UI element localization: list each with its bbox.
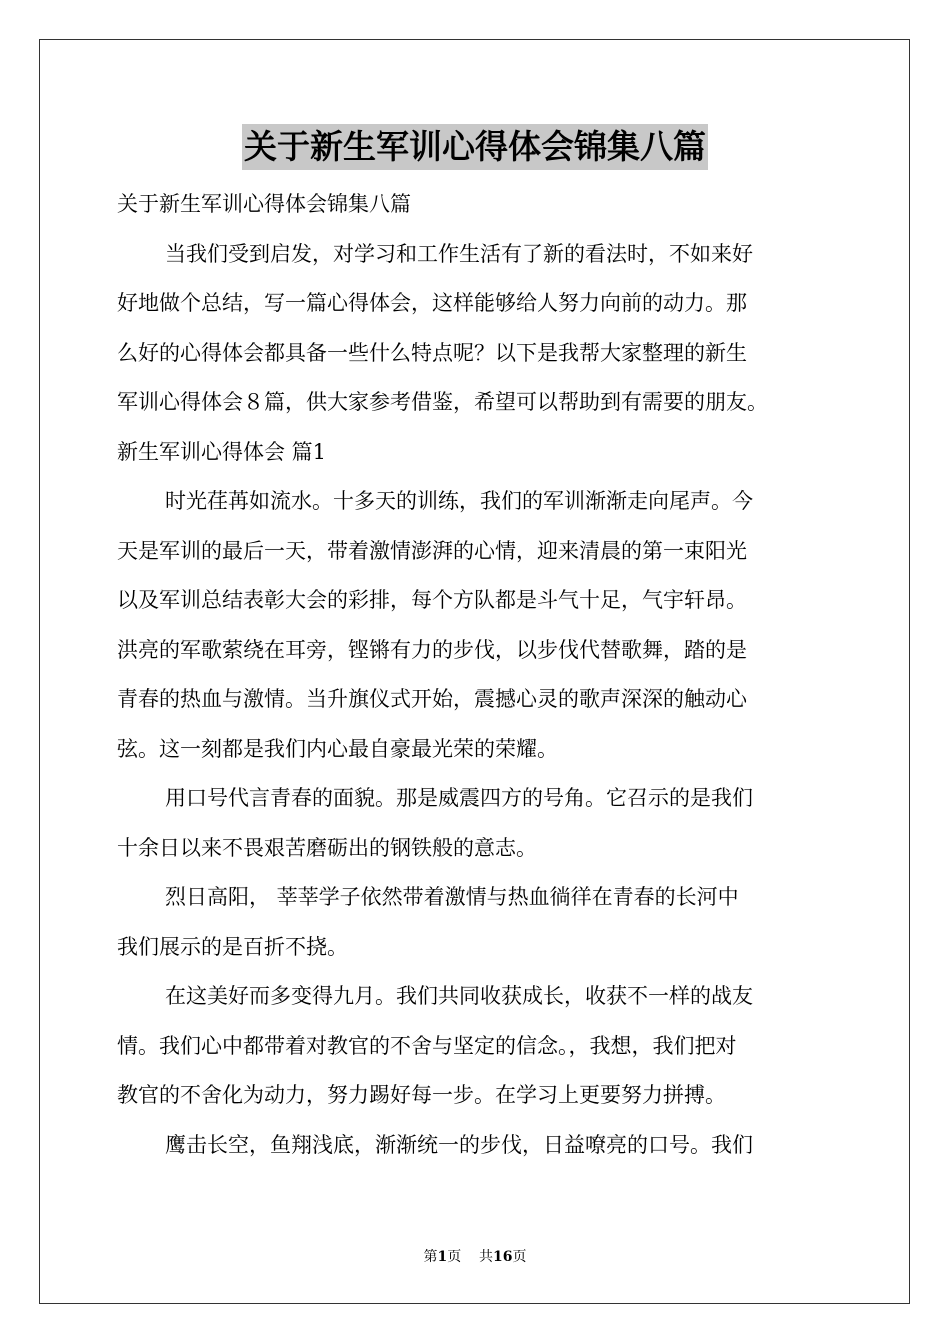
- text-line: 鹰击长空，鱼翔浅底，渐渐统一的步伐，日益嘹亮的口号。我们: [165, 1132, 753, 1157]
- text-line: 用口号代言青春的面貌。那是威震四方的号角。它召示的是我们: [165, 786, 753, 810]
- text-line: 新生军训心得体会 篇1: [117, 439, 327, 464]
- text-line: 军训心得体会８篇，供大家参考借鉴，希望可以帮助到有需要的朋友。: [117, 390, 768, 414]
- text-line: 么好的心得体会都具备一些什么特点呢？以下是我帮大家整理的新生: [117, 340, 747, 365]
- text-line: 以及军训总结表彰大会的彩排，每个方队都是斗气十足，气宇轩昂。: [117, 588, 747, 612]
- text-line: 情。我们心中都带着对教官的不舍与坚定的信念。，我想，我们把对: [117, 1033, 737, 1058]
- page-footer: [0, 1248, 950, 1266]
- footer-total-prefix: 共: [479, 1249, 494, 1265]
- text-line: 我们展示的是百折不挠。: [117, 934, 348, 959]
- text-line: 时光荏苒如流水。十多天的训练，我们的军训渐渐走向尾声。今: [165, 489, 753, 513]
- text-line: 当我们受到启发，对学习和工作生活有了新的看法时，不如来好: [165, 241, 753, 266]
- footer-page-current: 1: [437, 1249, 448, 1265]
- text-line: 好地做个总结，写一篇心得体会，这样能够给人努力向前的动力。那: [117, 291, 747, 315]
- text-line: 关于新生军训心得体会锦集八篇: [117, 192, 411, 216]
- text-line: 弦。这一刻都是我们内心最自豪最光荣的荣耀。: [117, 736, 558, 761]
- footer-page-total: 16: [493, 1249, 513, 1265]
- footer-page-prefix: 第: [423, 1249, 438, 1265]
- text-line: 在这美好而多变得九月。我们共同收获成长，收获不一样的战友: [165, 984, 753, 1008]
- footer-total-suffix: 页: [512, 1249, 527, 1265]
- text-line: 洪亮的军歌萦绕在耳旁，铿锵有力的步伐，以步伐代替歌舞，踏的是: [117, 637, 747, 662]
- text-line: 教官的不舍化为动力，努力踢好每一步。在学习上更要努力拼搏。: [117, 1083, 726, 1107]
- text-line: 十余日以来不畏艰苦磨砺出的钢铁般的意志。: [117, 835, 537, 860]
- text-line: 青春的热血与激情。当升旗仪式开始，震撼心灵的歌声深深的触动心: [117, 687, 747, 711]
- document-body: [117, 180, 837, 1170]
- text-line: 烈日高阳， 莘莘学子依然带着激情与热血徜徉在青春的长河中: [165, 885, 739, 909]
- text-line: 天是军训的最后一天，带着激情澎湃的心情，迎来清晨的第一束阳光: [117, 538, 747, 563]
- title-container: [0, 124, 950, 170]
- document-title: 关于新生军训心得体会锦集八篇: [242, 124, 708, 170]
- footer-page-suffix: 页: [447, 1249, 462, 1265]
